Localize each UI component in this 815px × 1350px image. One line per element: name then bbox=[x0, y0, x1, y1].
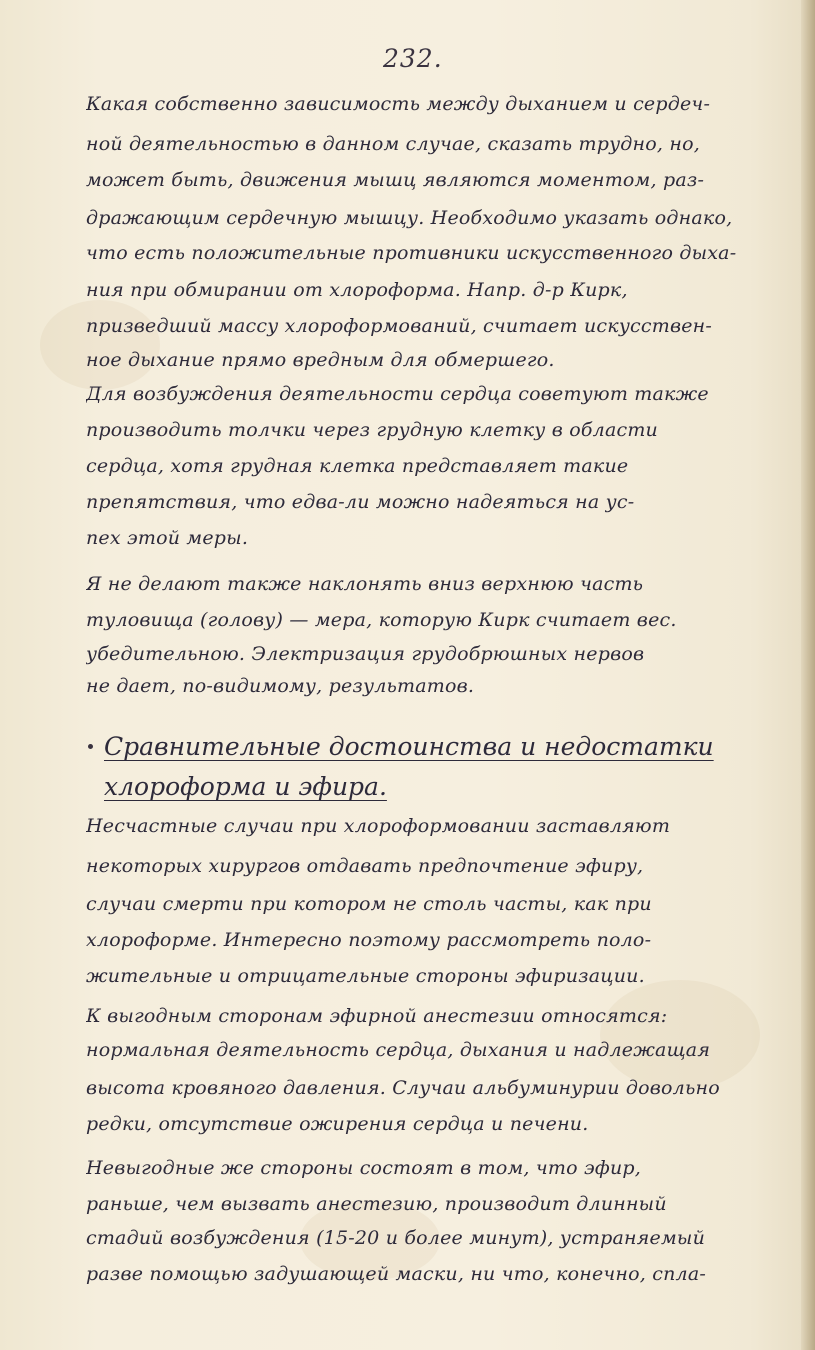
margin-dot bbox=[88, 744, 93, 749]
text-line: не дает, по-видимому, результатов. bbox=[86, 675, 475, 697]
text-line: может быть, движения мышц являются моментом, раз- bbox=[86, 169, 705, 191]
text-line: высота кровяного давления. Случаи альбуминурии довольно bbox=[86, 1077, 720, 1099]
text-line: что есть положительные противники искусственного дыха- bbox=[86, 242, 737, 264]
page-spine-edge bbox=[801, 0, 815, 1350]
section-heading: хлороформа и эфира. bbox=[104, 772, 387, 801]
text-line: призведший массу хлороформований, считает искусствен- bbox=[86, 315, 712, 337]
text-line: некоторых хирургов отдавать предпочтение эфиру, bbox=[86, 855, 644, 877]
text-line: нормальная деятельность сердца, дыхания и надлежащая bbox=[86, 1039, 711, 1061]
section-heading: Сравнительные достоинства и недостатки bbox=[104, 732, 714, 761]
text-line: убедительною. Электризация грудобрюшных нервов bbox=[86, 643, 645, 665]
text-line: К выгодным сторонам эфирной анестезии относятся: bbox=[86, 1005, 668, 1027]
text-line: разве помощью задушающей маски, ни что, конечно, спла- bbox=[86, 1263, 706, 1285]
text-line: хлороформе. Интересно поэтому рассмотреть поло- bbox=[86, 929, 652, 951]
text-line: редки, отсутствие ожирения сердца и печени. bbox=[86, 1113, 589, 1135]
text-line: случаи смерти при котором не столь часты, как при bbox=[86, 893, 652, 915]
page-number: 232. bbox=[383, 44, 443, 73]
text-line: Несчастные случаи при хлороформовании заставляют bbox=[86, 815, 671, 837]
text-line: препятствия, что едва-ли можно надеяться на ус- bbox=[86, 491, 635, 513]
text-line: жительные и отрицательные стороны эфиризации. bbox=[86, 965, 645, 987]
text-line: Невыгодные же стороны состоят в том, что эфир, bbox=[86, 1157, 641, 1179]
text-line: сердца, хотя грудная клетка представляет такие bbox=[86, 455, 629, 477]
text-line: дражающим сердечную мышцу. Необходимо указать однако, bbox=[86, 207, 733, 229]
text-line: ной деятельностью в данном случае, сказать трудно, но, bbox=[86, 133, 700, 155]
text-line: производить толчки через грудную клетку в области bbox=[86, 419, 658, 441]
text-line: туловища (голову) — мера, которую Кирк считает вес. bbox=[86, 609, 677, 631]
text-line: Для возбуждения деятельности сердца советуют также bbox=[86, 383, 709, 405]
text-line: стадий возбуждения (15-20 и более минут), устраняемый bbox=[86, 1227, 706, 1249]
text-line: ния при обмирании от хлороформа. Напр. д-р Кирк, bbox=[86, 279, 628, 301]
text-line: Какая собственно зависимость между дыханием и сердеч- bbox=[86, 93, 711, 115]
text-line: Я не делают также наклонять вниз верхнюю часть bbox=[86, 573, 644, 595]
text-line: пех этой меры. bbox=[86, 527, 249, 549]
text-line: ное дыхание прямо вредным для обмершего. bbox=[86, 349, 555, 371]
text-line: раньше, чем вызвать анестезию, производит длинный bbox=[86, 1193, 667, 1215]
